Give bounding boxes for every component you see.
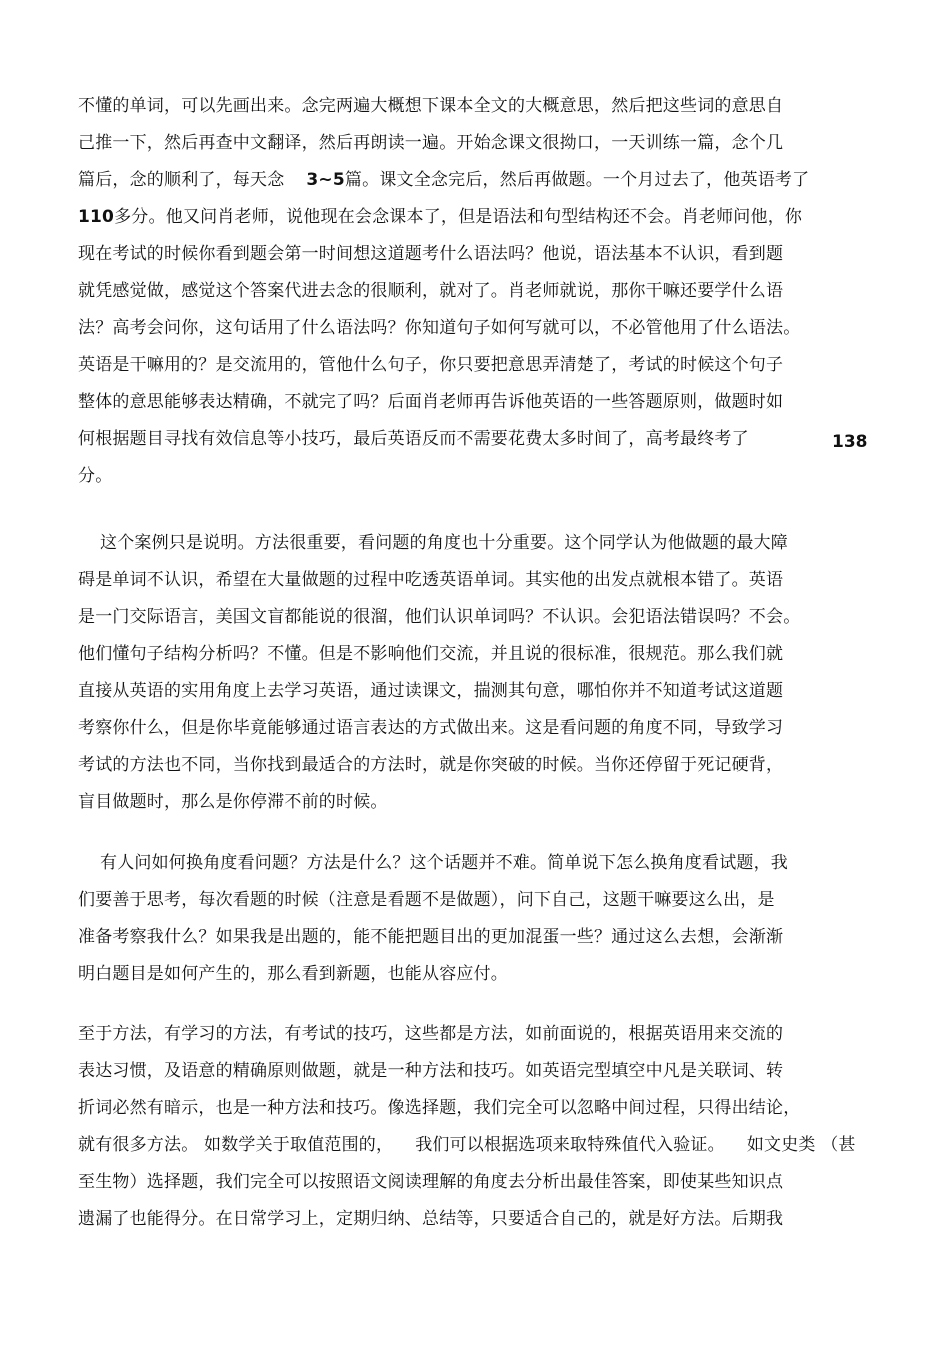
text-line: 现在考试的时候你看到题会第一时间想这道题考什么语法吗？他说，语法基本不认识，看到题	[78, 244, 784, 264]
text-line: 就凭感觉做，感觉这个答案代进去念的很顺利，就对了。肖老师就说，那你干嘛还要学什么语	[78, 281, 784, 301]
text-line: 分。	[78, 466, 113, 486]
text-segment: 篇。课文全念完后，然后再做题。一个月过去了，他英语考了	[344, 170, 810, 190]
text-line: 们要善于思考，每次看题的时候（注意是看题不是做题），问下自己，这题干嘛要这么出，是	[78, 890, 775, 910]
text-line: 考察你什么，但是你毕竟能够通过语言表达的方式做出来。这是看问题的角度不同，导致学习	[78, 718, 784, 738]
text-segment: 篇后，念的顺利了，每天念	[78, 170, 285, 190]
text-line	[78, 206, 802, 228]
text-line: 至于方法，有学习的方法，有考试的技巧，这些都是方法，如前面说的，根据英语用来交流的	[78, 1024, 784, 1044]
text-line: 不懂的单词，可以先画出来。念完两遍大概想下课本全文的大概意思，然后把这些词的意思自	[78, 96, 784, 116]
text-line: 盲目做题时，那么是你停滞不前的时候。	[78, 792, 388, 812]
text-line: 法？高考会问你，这句话用了什么语法吗？你知道句子如何写就可以，不必管他用了什么语法。	[78, 318, 801, 338]
text-line: 碍是单词不认识，希望在大量做题的过程中吃透英语单词。其实他的出发点就根本错了。英语	[78, 570, 784, 590]
text-line: 准备考察我什么？如果我是出题的，能不能把题目出的更加混蛋一些？通过这么去想，会渐渐	[78, 927, 784, 947]
text-line: 他们懂句子结构分析吗？不懂。但是不影响他们交流，并且说的很标准，很规范。那么我们就	[78, 644, 784, 664]
text-line: 表达习惯，及语意的精确原则做题，就是一种方法和技巧。如英语完型填空中凡是关联词、转	[78, 1061, 784, 1081]
text-number: 110	[78, 207, 115, 227]
text-line: 明白题目是如何产生的，那么看到新题，也能从容应付。	[78, 964, 508, 984]
text-line: 这个案例只是说明。方法很重要，看问题的角度也十分重要。这个同学认为他做题的最大障	[100, 533, 788, 553]
text-number: 3~5	[306, 170, 345, 190]
text-line: 英语是干嘛用的？是交流用的，管他什么句子，你只要把意思弄清楚了，考试的时候这个句子	[78, 355, 784, 375]
text-line: 整体的意思能够表达精确，不就完了吗？后面肖老师再告诉他英语的一些答题原则，做题时如	[78, 392, 784, 412]
text-line: 有人问如何换角度看问题？方法是什么？这个话题并不难。简单说下怎么换角度看试题，我	[100, 853, 788, 873]
text-line: 至生物）选择题，我们完全可以按照语文阅读理解的角度去分析出最佳答案，即使某些知识点	[78, 1172, 784, 1192]
text-line: 何根据题目寻找有效信息等小技巧，最后英语反而不需要花费太多时间了，高考最终考了	[78, 429, 749, 449]
text-segment: 如文史类 （甚	[746, 1135, 856, 1155]
text-line: 遗漏了也能得分。在日常学习上，定期归纳、总结等，只要适合自己的，就是好方法。后期我	[78, 1209, 784, 1229]
text-segment: 就有很多方法。 如数学关于取值范围的，	[78, 1135, 394, 1155]
text-line: 是一门交际语言，美国文盲都能说的很溜，他们认识单词吗？不认识。会犯语法错误吗？不会。	[78, 607, 801, 627]
text-segment: 多分。他又问肖老师，说他现在会念课本了，但是语法和句型结构还不会。肖老师问他，你	[114, 207, 803, 227]
text-line: 考试的方法也不同，当你找到最适合的方法时，就是你突破的时候。当你还停留于死记硬背，	[78, 755, 784, 775]
text-line	[78, 169, 809, 191]
text-line	[78, 1134, 856, 1156]
text-number: 138	[832, 432, 868, 452]
text-line: 折词必然有暗示，也是一种方法和技巧。像选择题，我们完全可以忽略中间过程，只得出结论，	[78, 1098, 801, 1118]
text-line: 直接从英语的实用角度上去学习英语，通过读课文，揣测其句意，哪怕你并不知道考试这道题	[78, 681, 784, 701]
text-line: 己推一下，然后再查中文翻译，然后再朗读一遍。开始念课文很拗口，一天训练一篇，念个几	[78, 133, 784, 153]
text-segment: 我们可以根据选项来取特殊值代入验证。	[415, 1135, 725, 1155]
